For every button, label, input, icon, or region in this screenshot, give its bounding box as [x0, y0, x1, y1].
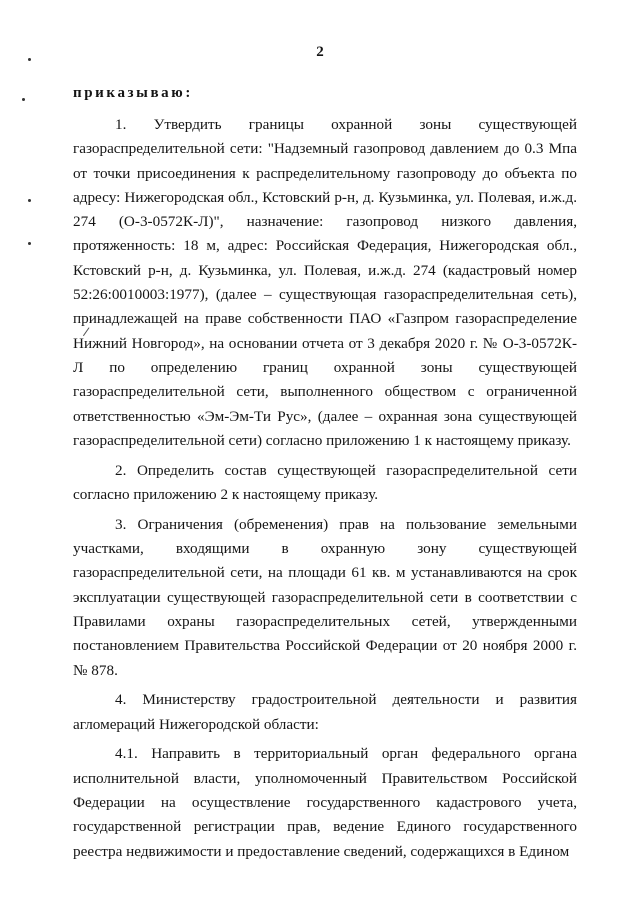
paragraph-4-1: 4.1. Направить в территориальный орган федерального органа исполнительной власти, уполномоченный Правительством Российской Федерации на осуществление государственного кадастрового учета, государственной регистрации прав, ведение Единого государственного реестра недвижимости и предоставление сведений, содержащихся в Едином: [73, 745, 577, 860]
scan-dot: [28, 242, 31, 245]
scan-dot: [28, 58, 31, 61]
order-heading: приказываю:: [73, 85, 193, 101]
paragraph-2: 2. Определить состав существующей газораспределительной сети согласно приложению 2 к настоящему приказу.: [73, 461, 577, 503]
paragraph-4: 4. Министерству градостроительной деятельности и развития агломераций Нижегородской области:: [73, 691, 577, 733]
document-body: [73, 113, 577, 864]
scan-dot: [28, 199, 31, 202]
page-number: 2: [316, 44, 324, 60]
paragraph-1: 1. Утвердить границы охранной зоны существующей газораспределительной сети: "Надземный газопровод давлением до 0.3 Мпа от точки присоединения к распределительному газопроводу до объекта по адресу: Нижегородская обл., Кстовский р-н, д. Кузьминка, ул. Полевая, и.ж.д. 274 (О-3-0572К-Л)", назначение: газопровод низкого давления, протяженность: 18 м, адрес: Российская Федерация, Нижегородская обл., Кстовский р-н, д. Кузьминка, ул. Полевая, и.ж.д. 274 (кадастровый номер 52:26:0010003:1977), (далее – существующая газораспределительная сеть), принадлежащей на праве собственности ПАО «Газпром газораспределение Нижний Новгород», на основании отчета от 3 декабря 2020 г. № О-3-0572К-Л по определению границ охранной зоны существующей газораспределительной сети, выполненного обществом с ограниченной ответственностью «Эм-Эм-Ти Рус», (далее – охранная зона существующей газораспределительной сети) согласно приложению 1 к настоящему приказу.: [73, 116, 577, 449]
scan-dot: [22, 98, 25, 101]
paragraph-3: 3. Ограничения (обременения) прав на пользование земельными участками, входящими в охранную зону существующей газораспределительной сети, на площади 61 кв. м устанавливаются на срок эксплуатации существующей газораспределительной сети в соответствии с Правилами охраны газораспределительных сетей, утвержденными постановлением Правительства Российской Федерации от 20 ноября 2000 г. № 878.: [73, 515, 577, 679]
